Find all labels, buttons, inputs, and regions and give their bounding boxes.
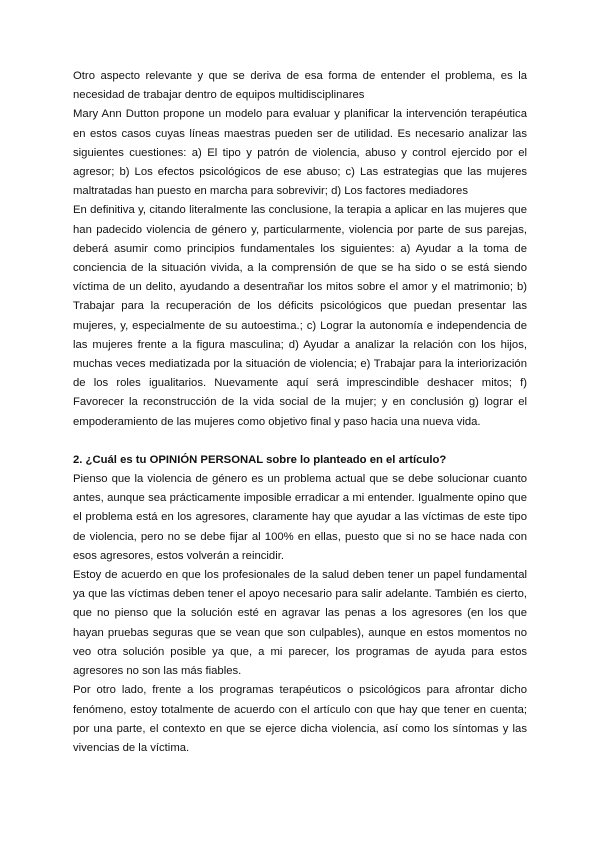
paragraph-dutton-model: Mary Ann Dutton propone un modelo para evaluar y planificar la intervención terapéutica en estos casos cuyas líneas maestras pueden ser de utilidad. Es necesario analizar las siguientes cuestiones: a) El tipo y patrón de violencia, abuso y control ejercido por el agresor; b) Los efectos psicológicos de ese abuso; c) Las estrategias que las mujeres maltratadas han puesto en marcha para sobrevivir; d) Los factores mediadores [73, 108, 527, 198]
document-page [73, 67, 527, 758]
paragraph-therapy-principles: En definitiva y, citando literalmente las conclusione, la terapia a aplicar en las mujeres que han padecido violencia de género y, particularmente, violencia por parte de sus parejas, deberá asumir como principios fundamentales los siguientes: a) Ayudar a la toma de conciencia de la situación vivida, a la comprensión de que se ha sido o se está siendo víctima de un delito, ayudando a desentrañar los mitos sobre el amor y el matrimonio; b) Trabajar para la recuperación de los déficits psicológicos que puedan presentar las mujeres, y, especialmente de su autoestima.; c) Lograr la autonomía e independencia de las mujeres frente a la figura masculina; d) Ayudar a analizar la relación con los hijos, muchas veces mediatizada por la situación de violencia; e) Trabajar para la interiorización de los roles igualitarios. Nuevamente aquí será imprescindible deshacer mitos; f) Favorecer la reconstrucción de la vida social de la mujer; y en conclusión g) lograr el empoderamiento de las mujeres como objetivo final y paso hacia una nueva vida. [73, 204, 527, 428]
section-heading: 2. ¿Cuál es tu OPINIÓN PERSONAL sobre lo planteado en el artículo? [73, 453, 447, 466]
paragraph-multidisciplinary-teams: Otro aspecto relevante y que se deriva de esa forma de entender el problema, es la necesidad de trabajar dentro de equipos multidisciplinares [73, 70, 527, 102]
paragraph-opinion-therapeutic-programs: Por otro lado, frente a los programas terapéuticos o psicológicos para afrontar dicho fenómeno, estoy totalmente de acuerdo con el artículo con que hay que tener en cuenta; por una parte, el contexto en que se ejerce dicha violencia, así como los síntomas y las vivencias de la víctima. [73, 684, 527, 754]
paragraph-opinion-aggressors: Pienso que la violencia de género es un problema actual que se debe solucionar cuanto antes, aunque sea prácticamente imposible erradicar a mi entender. Igualmente opino que el problema está en los agresores, claramente hay que ayudar a las víctimas de este tipo de violencia, pero no se debe fijar al 100% en ellas, puesto que si no se hace nada con esos agresores, estos volverán a reincidir. [73, 473, 527, 562]
paragraph-opinion-health-professionals: Estoy de acuerdo en que los profesionales de la salud deben tener un papel fundamental ya que las víctimas deben tener el apoyo necesario para salir adelante. También es cierto, que no pienso que la solución esté en agravar las penas a los agresores (en los que hayan pruebas seguras que se vean que son culpables), aunque en estos momentos no veo otra solución posible ya que, a mi parecer, los programas de ayuda para estos agresores no son las más fiables. [73, 569, 527, 678]
